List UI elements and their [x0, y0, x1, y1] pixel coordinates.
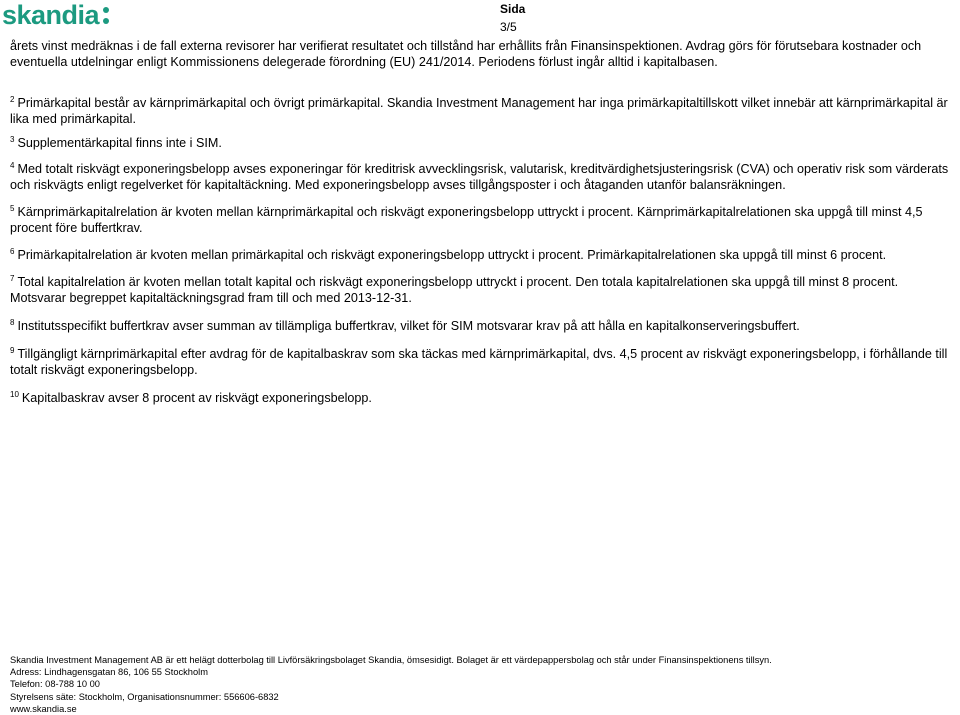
footnote-text: Primärkapital består av kärnprimärkapital och övrigt primärkapital. Skandia Investment Management har inga primärkapitaltillskott vilket innebär att kärnprimärkapital är lika med primärkapital.	[10, 96, 948, 126]
footnote-9	[10, 346, 950, 378]
footnote-text: Supplementärkapital finns inte i SIM.	[17, 136, 222, 150]
footnote-number: 10	[10, 390, 19, 399]
page-number: 3/5	[500, 20, 517, 34]
footnote-number: 4	[10, 161, 15, 170]
footnote-number: 7	[10, 274, 15, 283]
page-label: Sida	[500, 2, 526, 16]
footnote-text: Tillgängligt kärnprimärkapital efter avdrag för de kapitalbaskrav som ska täckas med kärnprimärkapital, dvs. 4,5 procent av riskvägt exponeringsbelopp, i förhållande till totalt riskvägt exponeringsbelopp.	[10, 347, 948, 377]
footnote-text: Kärnprimärkapitalrelation är kvoten mellan kärnprimärkapital och riskvägt exponeringsbelopp uttryckt i procent. Kärnprimärkapitalrelationen ska uppgå till minst 4,5 procent före buffertkrav.	[10, 205, 923, 235]
footer-registered-seat: Styrelsens säte: Stockholm, Organisationsnummer: 556606-6832	[10, 691, 279, 702]
skandia-logo	[2, 0, 109, 30]
footnote-text: Primärkapitalrelation är kvoten mellan primärkapital och riskvägt exponeringsbelopp uttryckt i procent. Primärkapitalrelationen ska uppgå till minst 6 procent.	[17, 248, 887, 262]
brand-wordmark: skandia	[2, 0, 100, 30]
footnote-number: 3	[10, 135, 15, 144]
footnote-number: 6	[10, 247, 15, 256]
footer-company-line: Skandia Investment Management AB är ett helägt dotterbolag till Livförsäkringsbolaget Skandia, ömsesidigt. Bolaget är ett värdepappersbolag och står under Finansinspektionens tillsyn.	[10, 655, 772, 665]
footnote-10	[10, 390, 950, 406]
footnote-number: 5	[10, 204, 15, 213]
footnote-text: Med totalt riskvägt exponeringsbelopp avses exponeringar för kreditrisk avvecklingsrisk, valutarisk, kreditvärdighetsjusteringsrisk (CVA) och operativ risk som värderats och riskvägts enligt regelverket för kapitaltäckning. Med exponeringsbelopp avses tillgångsposter i och åtaganden utanför balansräkningen.	[10, 162, 949, 192]
footnote-6	[10, 247, 950, 263]
page-footer	[10, 654, 772, 715]
footnote-8	[10, 318, 950, 334]
footnote-2	[10, 95, 950, 127]
footnote-7	[10, 274, 950, 306]
footnote-text: Institutsspecifikt buffertkrav avser summan av tillämpliga buffertkrav, vilket för SIM motsvarar krav på att hålla en kapitalkonserveringsbuffert.	[17, 319, 800, 333]
logo-colon-mark	[103, 7, 109, 24]
footnote-5	[10, 204, 950, 236]
footnote-number: 2	[10, 95, 15, 104]
footnote-number: 9	[10, 346, 15, 355]
footnote-3	[10, 135, 950, 151]
footnote-text: Kapitalbaskrav avser 8 procent av riskvägt exponeringsbelopp.	[21, 391, 372, 405]
intro-paragraph: årets vinst medräknas i de fall externa revisorer har verifierat resultatet och tillstånd har erhållits från Finansinspektionen. Avdrag görs för förutsebara kostnader och eventuella utdelningar enligt Kommissionens delegerade förordning (EU) 241/2014. Periodens förlust ingår alltid i kapitalbasen.	[10, 39, 922, 69]
footer-address: Adress: Lindhagensgatan 86, 106 55 Stockholm	[10, 667, 208, 678]
footer-phone: Telefon: 08-788 10 00	[10, 679, 100, 690]
footnote-text: Total kapitalrelation är kvoten mellan totalt kapital och riskvägt exponeringsbelopp uttryckt i procent. Den totala kapitalrelationen ska uppgå till minst 8 procent. Motsvarar begreppet kapitaltäckningsgrad fram till och med 2013-12-31.	[10, 275, 899, 305]
footnote-number: 8	[10, 318, 15, 327]
document-body	[10, 38, 950, 406]
footnote-4	[10, 161, 950, 193]
footer-website-link[interactable]: www.skandia.se	[10, 703, 77, 714]
